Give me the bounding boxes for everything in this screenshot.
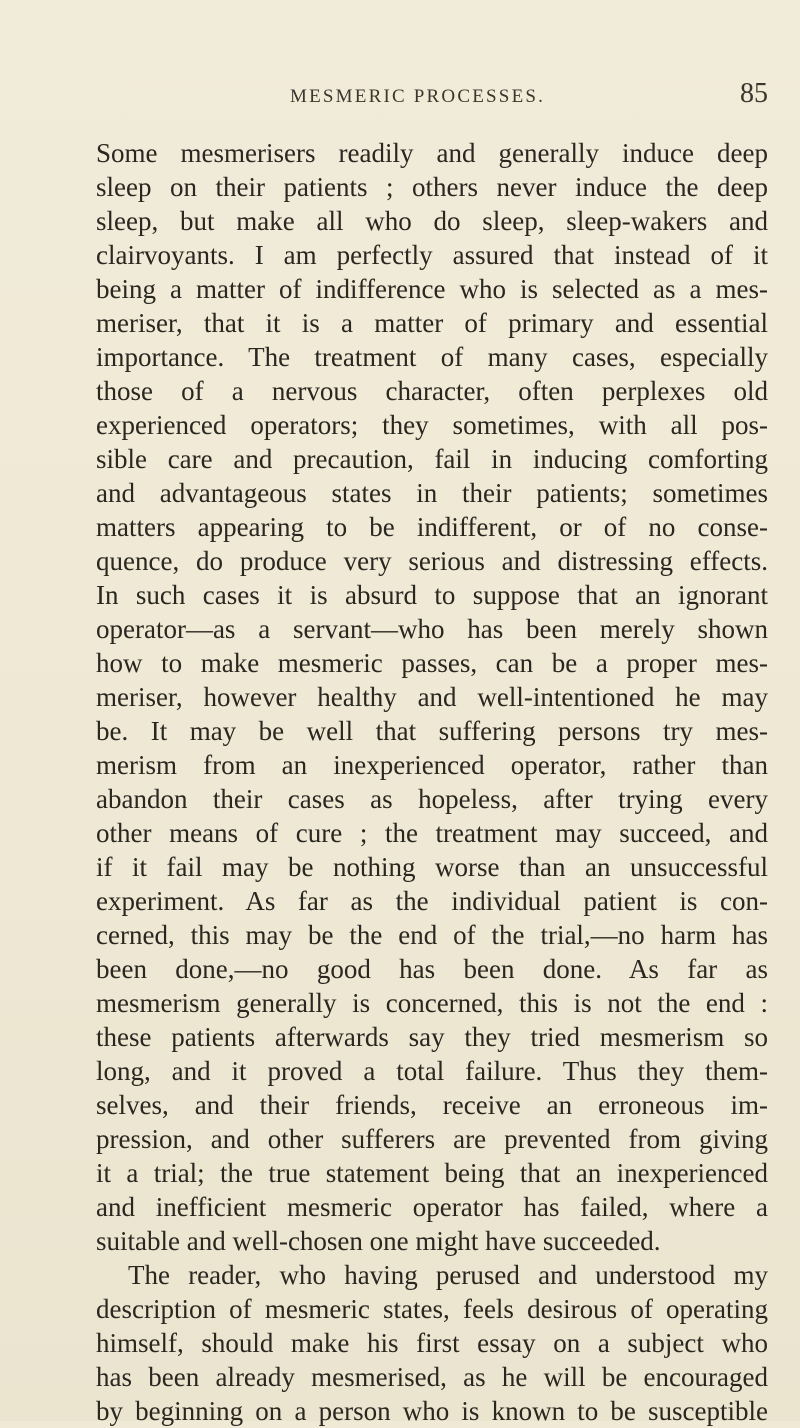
text-line: those of a nervous character, often perplexes old: [96, 376, 768, 406]
text-line: meriser, however healthy and well-intentioned he may: [96, 682, 768, 712]
running-head: [92, 78, 768, 118]
text-line: been done,—no good has been done. As far as: [96, 954, 768, 984]
text-line: has been already mesmerised, as he will be encouraged: [96, 1362, 768, 1392]
text-line: being a matter of indifference who is selected as a mes-: [96, 274, 768, 304]
text-line: meriser, that it is a matter of primary and essential: [96, 308, 768, 338]
text-line: abandon their cases as hopeless, after trying every: [96, 784, 768, 814]
page-number: 85: [740, 78, 768, 109]
text-line: sleep, but make all who do sleep, sleep-wakers and: [96, 206, 768, 236]
text-line: himself, should make his first essay on a subject who: [96, 1328, 768, 1358]
text-line: these patients afterwards say they tried mesmerism so: [96, 1022, 768, 1052]
text-line: sleep on their patients ; others never induce the deep: [96, 172, 768, 202]
text-line: suitable and well-chosen one might have succeeded.: [96, 1226, 661, 1256]
text-line: quence, do produce very serious and distressing effects.: [96, 546, 768, 576]
text-line: experienced operators; they sometimes, with all pos-: [96, 410, 768, 440]
text-line: clairvoyants. I am perfectly assured that instead of it: [96, 240, 768, 270]
running-head-title: MESMERIC PROCESSES.: [290, 86, 546, 107]
text-line: experiment. As far as the individual patient is con-: [96, 886, 768, 916]
text-line: sible care and precaution, fail in inducing comforting: [96, 444, 768, 474]
text-line: long, and it proved a total failure. Thus they them-: [96, 1056, 768, 1086]
text-line: and advantageous states in their patients; sometimes: [96, 478, 768, 508]
text-line: description of mesmeric states, feels desirous of operating: [96, 1294, 768, 1324]
text-line: be. It may be well that suffering persons try mes-: [96, 716, 768, 746]
text-line: cerned, this may be the end of the trial,—no harm has: [96, 920, 768, 950]
text-line: and inefficient mesmeric operator has failed, where a: [96, 1192, 768, 1222]
text-line: by beginning on a person who is known to be susceptible: [96, 1396, 768, 1426]
text-line: other means of cure ; the treatment may succeed, and: [96, 818, 768, 848]
text-line: merism from an inexperienced operator, rather than: [96, 750, 768, 780]
text-line: how to make mesmeric passes, can be a proper mes-: [96, 648, 768, 678]
text-line: operator—as a servant—who has been merely shown: [96, 614, 768, 644]
text-line: In such cases it is absurd to suppose that an ignorant: [96, 580, 768, 610]
text-line: matters appearing to be indifferent, or of no conse-: [96, 512, 768, 542]
text-line: importance. The treatment of many cases, especially: [96, 342, 768, 372]
text-line: it a trial; the true statement being that an inexperienced: [96, 1158, 768, 1188]
text-line: selves, and their friends, receive an erroneous im-: [96, 1090, 768, 1120]
text-line: if it fail may be nothing worse than an unsuccessful: [96, 852, 768, 882]
text-line: mesmerism generally is concerned, this is not the end :: [96, 988, 768, 1018]
text-line: Some mesmerisers readily and generally induce deep: [96, 138, 768, 168]
text-line: The reader, who having perused and understood my: [128, 1260, 768, 1290]
text-line: pression, and other sufferers are prevented from giving: [96, 1124, 768, 1154]
